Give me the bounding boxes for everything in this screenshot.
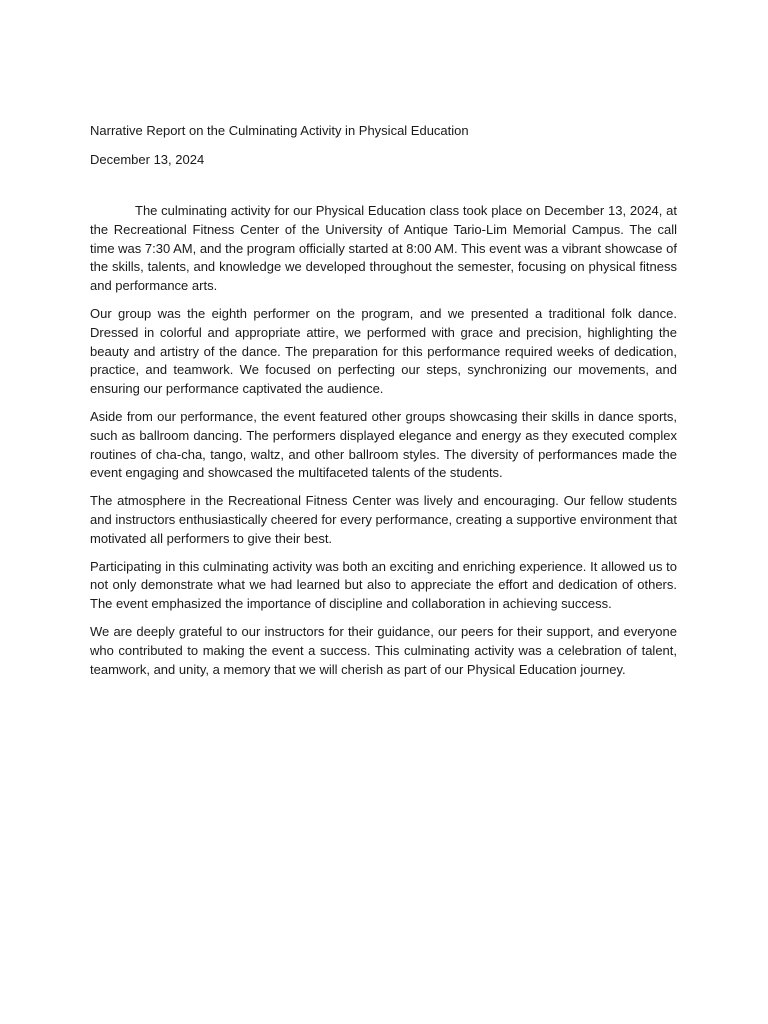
document-body <box>90 202 677 679</box>
paragraph: We are deeply grateful to our instructors for their guidance, our peers for their support, and everyone who contributed to making the event a success. This culminating activity was a celebration of talent, teamwork, and unity, a memory that we will cherish as part of our Physical Education journey. <box>90 623 677 677</box>
document-date: December 13, 2024 <box>90 152 205 167</box>
document-title: Narrative Report on the Culminating Activity in Physical Education <box>90 123 469 138</box>
paragraph: Our group was the eighth performer on the program, and we presented a traditional folk dance. Dressed in colorful and appropriate attire, we performed with grace and precision, highlighting the beauty and artistry of the dance. The preparation for this performance required weeks of dedication, practice, and teamwork. We focused on perfecting our steps, synchronizing our movements, and ensuring our performance captivated the audience. <box>90 305 677 397</box>
paragraph: Participating in this culminating activity was both an exciting and enriching experience. It allowed us to not only demonstrate what we had learned but also to appreciate the effort and dedication of others. The event emphasized the importance of discipline and collaboration in achieving success. <box>90 558 677 612</box>
paragraph: The culminating activity for our Physical Education class took place on December 13, 2024, at the Recreational Fitness Center of the University of Antique Tario-Lim Memorial Campus. The call time was 7:30 AM, and the program officially started at 8:00 AM. This event was a vibrant showcase of the skills, talents, and knowledge we developed throughout the semester, focusing on physical fitness and performance arts. <box>90 203 677 294</box>
document-content <box>90 122 677 688</box>
paragraph: Aside from our performance, the event featured other groups showcasing their skills in dance sports, such as ballroom dancing. The performers displayed elegance and energy as they executed complex routines of cha-cha, tango, waltz, and other ballroom styles. The diversity of performances made the event engaging and showcased the multifaceted talents of the students. <box>90 408 677 481</box>
paragraph: The atmosphere in the Recreational Fitness Center was lively and encouraging. Our fellow students and instructors enthusiastically cheered for every performance, creating a supportive environment that motivated all performers to give their best. <box>90 493 677 546</box>
